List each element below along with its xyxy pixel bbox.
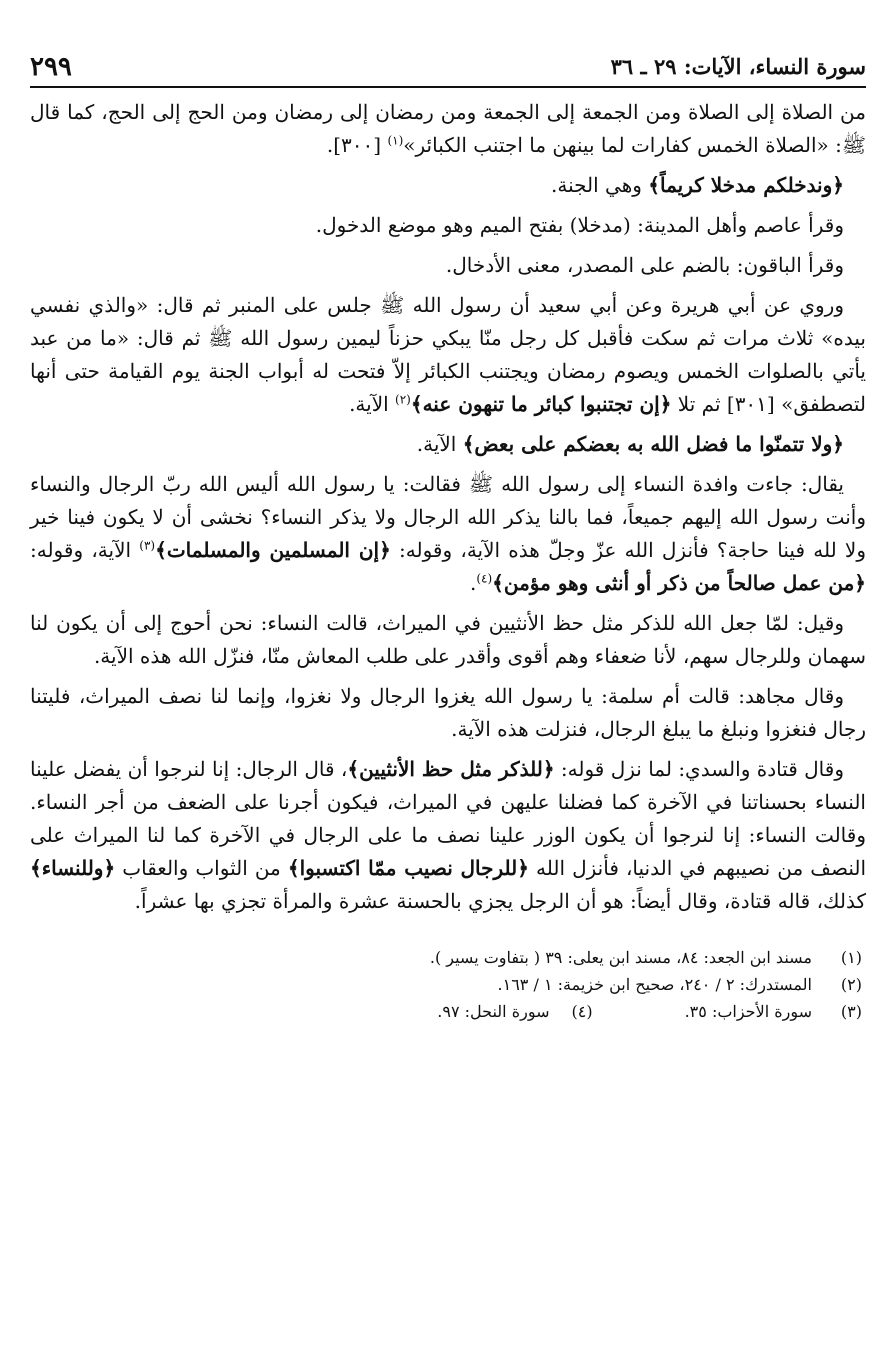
text: وهي الجنة. [551,173,649,197]
text: يقال: جاءت وافدة النساء إلى رسول الله ﷺ فقالت: يا رسول الله أليس الله ربّ الرجال والنساء وأنت رسول الله إليهم جميعاً، فما بالنا يذكر الله الرجال ولا يذكر النساء؟ نخشى أن لا يكون فينا خير ولا لله فينا حاجة؟ فأنزل الله عزّ وجلّ هذه الآية، وقوله: [30,472,866,562]
text: الآية، وقوله: [30,538,140,562]
paragraph-3: وقرأ عاصم وأهل المدينة: (مدخلا) بفتح الميم وهو موضع الدخول. [315,213,844,237]
footnote-1 [30,944,862,971]
quran-verse: ﴿ولا تتمنّوا ما فضل الله به بعضكم على بعض﴾ [462,432,844,456]
text: [٣٠٠]. [326,133,388,157]
footnote-ref-4: (٤) [476,571,493,586]
quran-verse: ﴿للذكر مثل حظ الأنثيين﴾ [347,757,555,781]
footnote-text: سورة النحل: ٩٧. [437,1002,550,1021]
text: الآية. [416,432,463,456]
footnote-2 [30,971,862,998]
footnote-ref-2: (٢) [395,392,411,407]
quran-verse: ﴿إن تجتنبوا كبائر ما تنهون عنه﴾ [410,392,672,416]
footnote-text: سورة الأحزاب: ٣٥. [684,1002,812,1021]
page-header [30,52,866,88]
footnote-text: المستدرك: ٢ / ٢٤٠، صحيح ابن خزيمة: ١ / ١٦٣. [497,975,812,994]
text: وروي عن أبي هريرة وعن أبي سعيد أن رسول الله ﷺ جلس على المنبر ثم قال: «والذي نفسي بيده» ثلاث مرات ثم سكت فأقبل كل رجل منّا يبكي حزناً ليمين رسول الله ﷺ ثم قال: «ما من عبد يأتي بالصلوات الخمس ويصوم رمضان ويجتنب الكبائر إلاّ فتحت له أبواب الجنة يوم القيامة حتى أنها لتصطفق» [٣٠١] ثم تلا [30,293,867,416]
quran-verse: ﴿إن المسلمين والمسلمات﴾ [155,538,391,562]
paragraph-5 [30,289,866,421]
footnote-number: (٤) [571,1002,593,1021]
text: . [469,571,477,595]
text: كذلك، قاله قتادة، وقال أيضاً: هو أن الرجل يجزي بالحسنة عشرة والمرأة تجزي بها عشراً. [134,889,866,913]
footnote-number: (١) [840,948,862,967]
book-page [30,52,866,1025]
text: الآية. [349,392,396,416]
running-title: سورة النساء، الآيات: ٢٩ ـ ٣٦ [610,54,866,79]
paragraph-4: وقرأ الباقون: بالضم على المصدر، معنى الأدخال. [445,253,844,277]
main-text [30,96,866,918]
paragraph-10 [30,753,866,918]
footnote-ref-3: (٣) [139,538,156,553]
quran-verse: ﴿للرجال نصيب ممّا اكتسبوا﴾ [287,856,529,880]
quran-verse: ﴿وللنساء﴾ [30,856,116,880]
page-number: ٢٩٩ [30,52,72,82]
footnote-text: مسند ابن الجعد: ٨٤، مسند ابن يعلى: ٣٩ ( بتفاوت يسير ). [429,948,812,967]
footnote-ref-1: (١) [387,133,404,148]
footnote-number: (٢) [840,975,862,994]
paragraph-2 [30,169,866,202]
text: من الصلاة إلى الصلاة ومن الجمعة إلى الجمعة ومن رمضان إلى رمضان ومن الحج إلى الحج، كما قال ﷺ: «الصلاة الخمس كفارات لما بينهن ما اجتنب الكبائر» [30,100,866,157]
quran-verse: ﴿وندخلكم مدخلا كريماً﴾ [648,173,844,197]
paragraph-8: وقيل: لمّا جعل الله للذكر مثل حظ الأنثيين في الميراث، قالت النساء: نحن أحوج إلى أن يكون لنا سهمان وللرجال سهم، لأنا ضعفاء وهم أقوى وأقدر على طلب المعاش منّا، فنزّل الله هذه الآية. [30,611,866,668]
paragraph-1 [30,96,866,162]
paragraph-7 [30,468,866,600]
quran-verse: ﴿من عمل صالحاً من ذكر أو أنثى وهو مؤمن﴾ [492,571,866,595]
paragraph-9: وقال مجاهد: قالت أم سلمة: يا رسول الله يغزوا الرجال ولا نغزوا، وإنما لنا نصف الميراث، فليتنا رجال فنغزوا ونبلغ ما يبلغ الرجال، فنزلت هذه الآية. [30,684,866,741]
text: من الثواب والعقاب [115,856,288,880]
footnote-number: (٣) [840,1002,862,1021]
text: ، قال الرجال: إنا لنرجوا أن يفضل علينا النساء بحسناتنا في الآخرة كما فضلنا عليهن في الميراث، فيكون أجرنا على الضعف من أجر النساء. وقالت النساء: إنا لنرجوا أن يكون الوزر علينا نصف ما على الرجال في الآخرة كما لنا الميراث على النصف من نصيبهم في الدنيا، فأنزل الله [30,757,866,880]
paragraph-6 [30,428,866,461]
footnote-3-4 [30,998,862,1025]
footnotes [30,944,866,1025]
text: وقال قتادة والسدي: لما نزل قوله: [554,757,844,781]
